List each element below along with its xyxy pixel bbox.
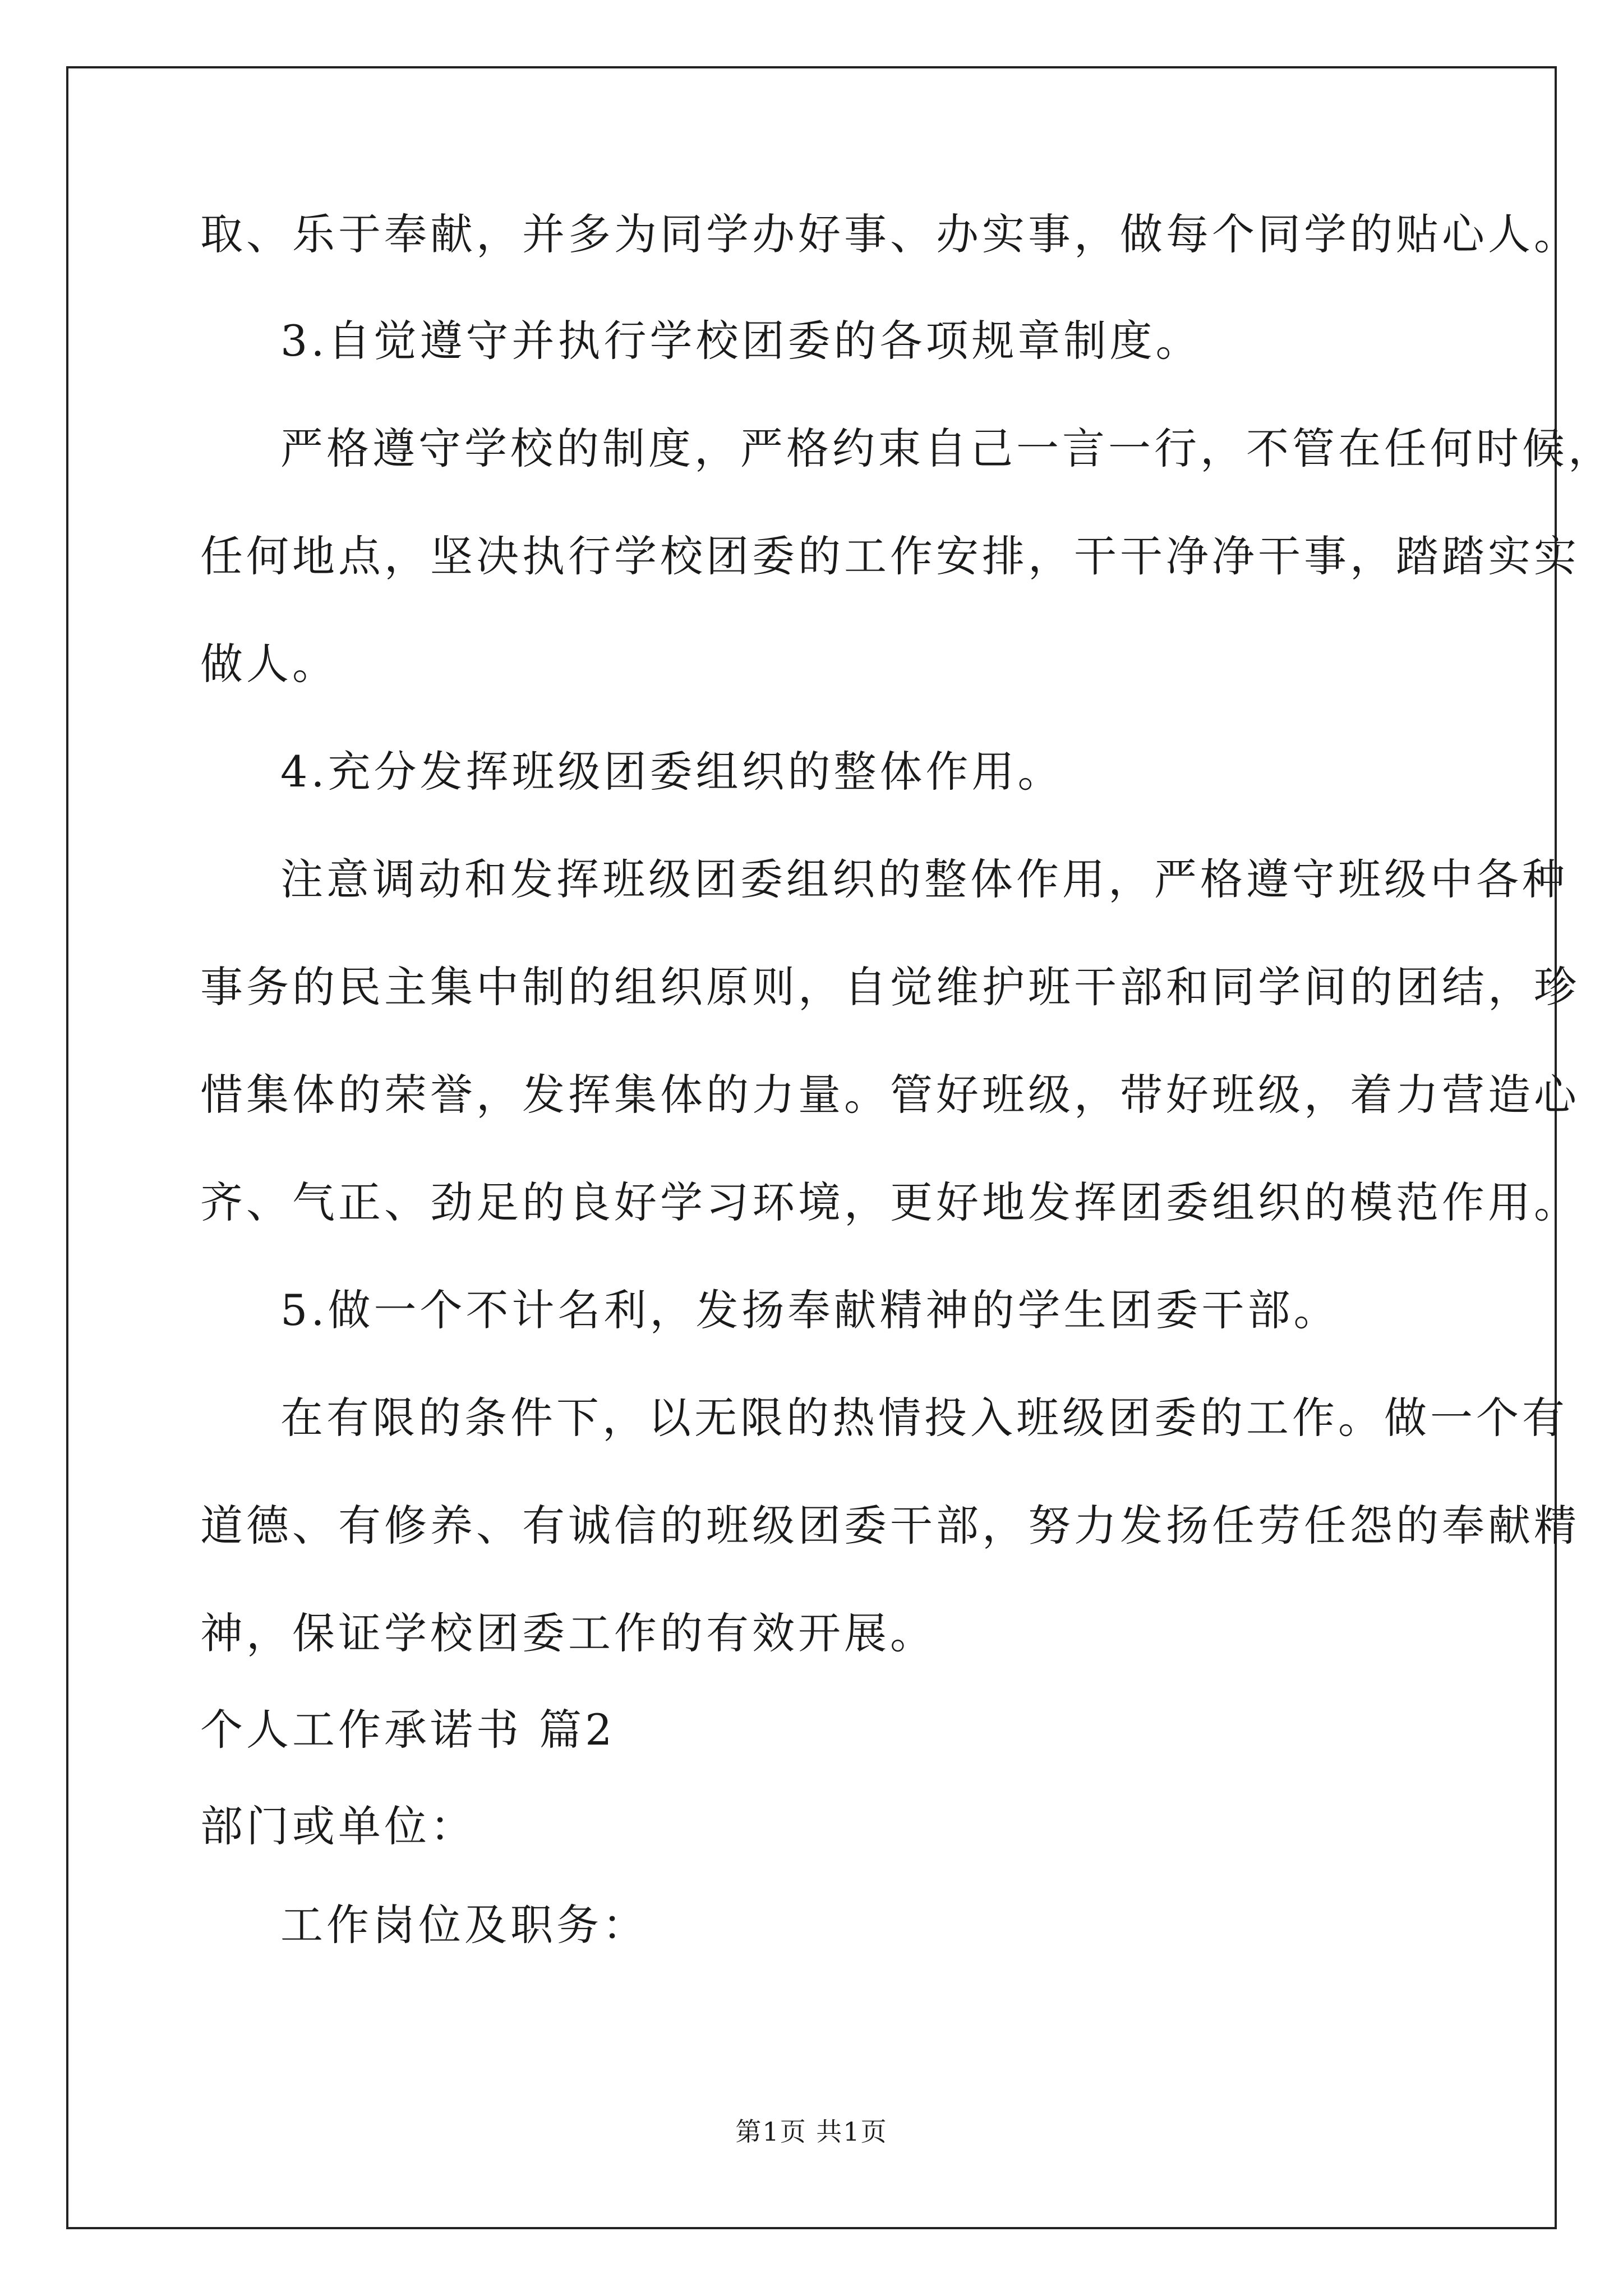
position-label: 工作岗位及职务： (280, 1900, 648, 1950)
paragraph-line: 惜集体的荣誉，发挥集体的力量。管好班级，带好班级，着力营造心 (200, 1070, 1580, 1120)
numbered-heading-5: 5.做一个不计名利，发扬奉献精神的学生团委干部。 (280, 1285, 1340, 1335)
paragraph-line: 注意调动和发挥班级团委组织的整体作用，严格遵守班级中各种 (280, 854, 1568, 904)
paragraph-line: 严格遵守学校的制度，严格约束自己一言一行，不管在任何时候， (280, 424, 1614, 473)
paragraph-line: 任何地点，坚决执行学校团委的工作安排，干干净净干事，踏踏实实 (200, 531, 1580, 581)
paragraph-line: 做人。 (200, 639, 338, 689)
numbered-heading-3: 3.自觉遵守并执行学校团委的各项规章制度。 (280, 316, 1202, 366)
paragraph-line: 事务的民主集中制的组织原则，自觉维护班干部和同学间的团结，珍 (200, 962, 1580, 1012)
paragraph-line: 取、乐于奉献，并多为同学办好事、办实事，做每个同学的贴心人。 (200, 209, 1580, 259)
paragraph-line: 齐、气正、劲足的良好学习环境，更好地发挥团委组织的模范作用。 (200, 1177, 1580, 1227)
paragraph-line: 道德、有修养、有诚信的班级团委干部，努力发扬任劳任怨的奉献精 (200, 1501, 1580, 1550)
numbered-heading-4: 4.充分发挥班级团委组织的整体作用。 (280, 747, 1064, 797)
paragraph-line: 神，保证学校团委工作的有效开展。 (200, 1608, 936, 1658)
paragraph-line: 在有限的条件下，以无限的热情投入班级团委的工作。做一个有 (280, 1393, 1568, 1443)
department-label: 部门或单位： (200, 1801, 476, 1851)
section-title: 个人工作承诺书 篇2 (200, 1705, 616, 1755)
page-number-footer: 第1页 共1页 (735, 2116, 888, 2147)
